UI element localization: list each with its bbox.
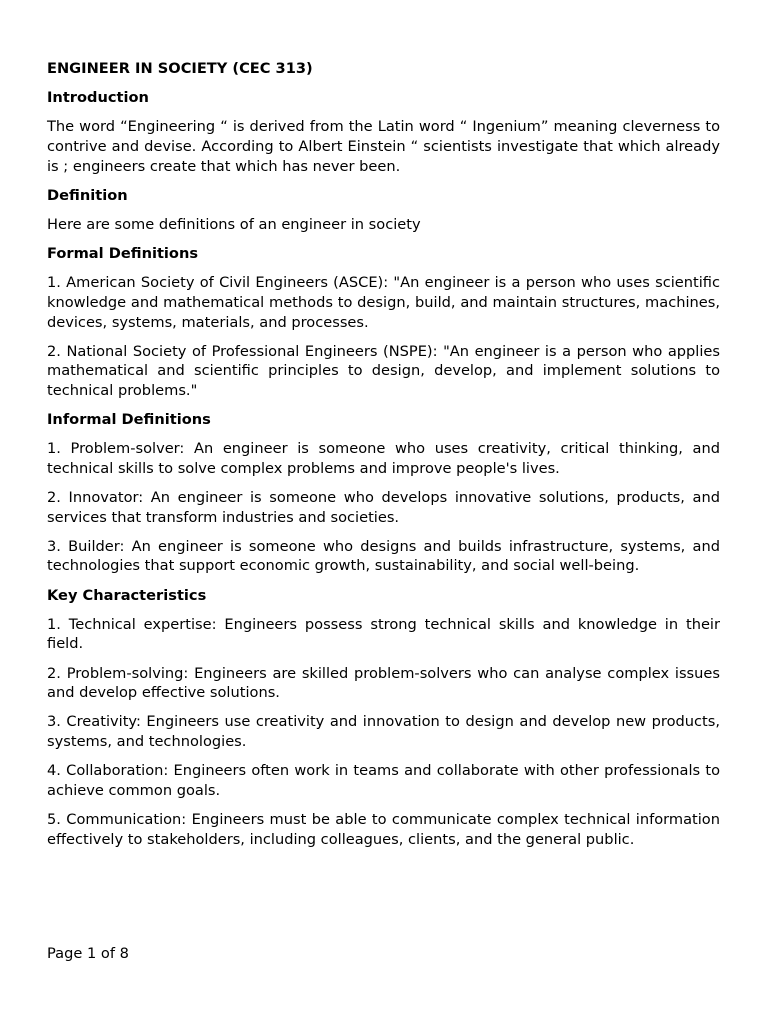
definition-paragraph: Here are some definitions of an engineer in society [47,215,421,233]
introduction-paragraph: The word “Engineering “ is derived from the Latin word “ Ingenium” meaning cleverness to contrive and devise. According to Albert Einstein “ scientists investigate that which already is ; engineers create that which has never been. [47,118,720,175]
page-number-footer: Page 1 of 8 [47,945,129,962]
introduction-heading: Introduction [47,89,149,107]
informal-definitions-heading: Informal Definitions [47,411,211,429]
definition-heading: Definition [47,186,128,204]
formal-definition-item: 2. National Society of Professional Engineers (NSPE): "An engineer is a person who applies mathematical and scientific principles to design, develop, and implement solutions to technical problems." [47,342,720,399]
key-characteristics-heading: Key Characteristics [47,586,207,604]
key-characteristic-item: 4. Collaboration: Engineers often work in teams and collaborate with other professionals to achieve common goals. [47,762,720,799]
key-characteristic-item: 3. Creativity: Engineers use creativity and innovation to design and develop new products, systems, and technologies. [47,713,720,750]
informal-definition-item: 1. Problem-solver: An engineer is someone who uses creativity, critical thinking, and technical skills to solve complex problems and improve people's lives. [47,440,720,477]
informal-definition-item: 3. Builder: An engineer is someone who designs and builds infrastructure, systems, and technologies that support economic growth, sustainability, and social well-being. [47,537,720,575]
key-characteristic-item: 5. Communication: Engineers must be able to communicate complex technical information effectively to stakeholders, including colleagues, clients, and the general public. [47,810,720,848]
informal-definition-item: 2. Innovator: An engineer is someone who develops innovative solutions, products, and services that transform industries and societies. [47,489,720,526]
document-page [47,59,720,859]
key-characteristic-item: 2. Problem-solving: Engineers are skilled problem-solvers who can analyse complex issues and develop effective solutions. [47,664,720,702]
formal-definitions-heading: Formal Definitions [47,245,199,263]
key-characteristic-item: 1. Technical expertise: Engineers possess strong technical skills and knowledge in their field. [47,615,720,653]
document-title: ENGINEER IN SOCIETY (CEC 313) [47,60,313,77]
formal-definition-item: 1. American Society of Civil Engineers (ASCE): "An engineer is a person who uses scientific knowledge and mathematical methods to design, build, and maintain structures, machines, devices, systems, materials, and processes. [47,274,720,331]
